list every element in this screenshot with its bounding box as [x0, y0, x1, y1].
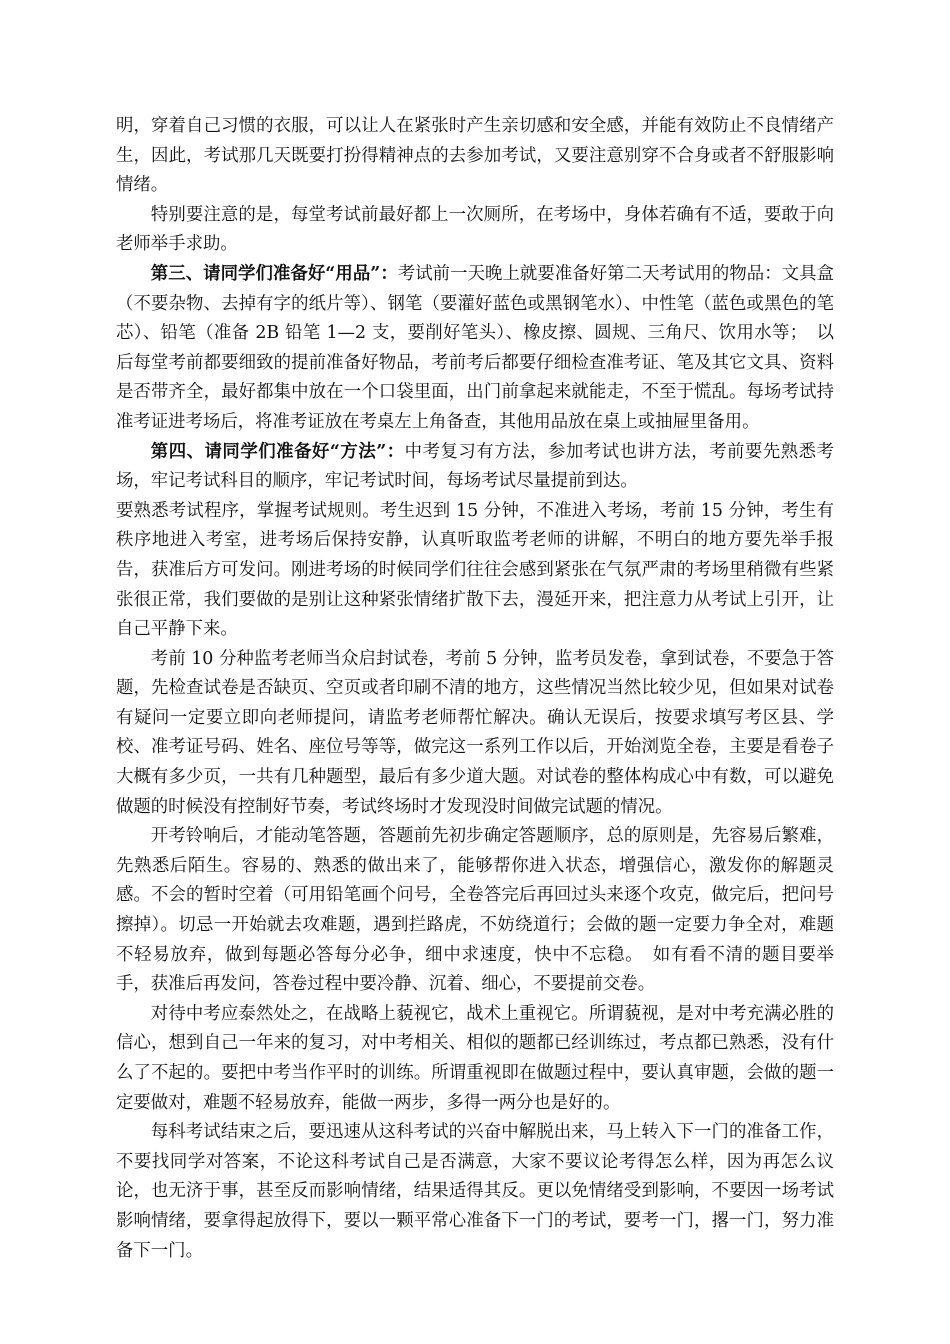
paragraph-text: 中考复习有方法，参加考试也讲方法，考前要先熟悉考场，牢记考试科目的顺序，牢记考试时间，每场考试尽量提前到达。 — [116, 441, 834, 492]
paragraph-text: 每科考试结束之后，要迅速从这科考试的兴奋中解脱出来，马上转入下一门的准备工作，不要找同学对答案，不论这科考试自己是否满意，大家不要议论考得怎么样，因为再怎么议论，也无济于事，甚至反而影响情绪，结果适得其反。更以免情绪受到影响，不要因一场考试影响情绪，要拿得起放得下，要以一颗平常心准备下一门的考试，要考一门，撂一门，努力准备下一门。 — [116, 1122, 834, 1261]
section-heading-methods: 第四、请同学们准备好“方法”： — [150, 441, 405, 462]
paragraph-attitude — [116, 1000, 834, 1118]
paragraph-text: 对待中考应泰然处之，在战略上藐视它，战术上重视它。所谓藐视，是对中考充满必胜的信心，想到自己一年来的复习，对中考相关、相似的题都已经训练过，考点都已熟悉，没有什么了不起的。要把中考当作平时的训练。所谓重视即在做题过程中，要认真审题，会做的题一定要做对，难题不轻易放弃，能做一两步，多得一两分也是好的。 — [116, 1003, 834, 1113]
paragraph-dress-advice — [116, 112, 834, 201]
paragraph-methods — [116, 438, 834, 497]
document-page — [116, 112, 834, 1266]
paragraph-supplies — [116, 260, 834, 438]
paragraph-text: 明，穿着自己习惯的衣服，可以让人在紧张时产生亲切感和安全感，并能有效防止不良情绪产生，因此，考试那几天既要打扮得精神点的去参加考试，又要注意别穿不合身或者不舒服影响情绪。 — [116, 116, 834, 196]
paragraph-text: 考试前一天晚上就要准备好第二天考试用的物品：文具盒（不要杂物、去掉有字的纸片等）、钢笔（要灌好蓝色或黑钢笔水）、中性笔（蓝色或黑色的笔芯）、铅笔（准备 2B 铅笔 1—2 支，要削好笔头）、橡皮擦、圆规、三角尺、饮用水等； 以后每堂考前都要细致的提前准备好物品，考前考后都要仔细检查准考证、笔及其它文具、资料是否带齐全，最好都集中放在一个口袋里面，出门前拿起来就能走，不至于慌乱。每场考试持准考证进考场后，将准考证放在考桌左上角备查，其他用品放在桌上或抽屉里备用。 — [116, 263, 834, 432]
paragraph-exam-rules — [116, 497, 834, 645]
paragraph-text: 要熟悉考试程序，掌握考试规则。考生迟到 15 分钟，不准进入考场，考前 15 分钟，考生有秩序地进入考室，进考场后保持安静，认真听取监考老师的讲解，不明白的地方要先举手报告，获准后方可发问。刚进考场的时候同学们往往会感到紧张在气氛严肃的考场里稍微有些紧张很正常，我们要做的是别让这种紧张情绪扩散下去，漫延开来，把注意力从考试上引开，让自己平静下来。 — [116, 500, 834, 640]
paragraph-after-exam — [116, 1118, 834, 1266]
paragraph-text: 开考铃响后，才能动笔答题，答题前先初步确定答题顺序，总的原则是，先容易后繁难，先熟悉后陌生。容易的、熟悉的做出来了，能够帮你进入状态，增强信心，激发你的解题灵感。不会的暂时空着（可用铅笔画个问号，全卷答完后再回过头来逐个攻克，做完后，把问号擦掉）。切忌一开始就去攻难题，遇到拦路虎，不妨绕道行；会做的题一定要力争全对，难题不轻易放弃，做到每题必答每分必争，细中求速度，快中不忘稳。 如有看不清的题目要举手，获准后再发问，答卷过程中要冷静、沉着、细心，不要提前交卷。 — [116, 826, 834, 995]
section-heading-supplies: 第三、请同学们准备好“用品”： — [150, 263, 398, 284]
paragraph-answer-order — [116, 822, 834, 1000]
paragraph-text: 特别要注意的是，每堂考试前最好都上一次厕所，在考场中，身体若确有不适，要敢于向老师举手求助。 — [116, 204, 834, 255]
paragraph-text: 考前 10 分种监考老师当众启封试卷，考前 5 分钟，监考员发卷，拿到试卷，不要急于答题，先检查试卷是否缺页、空页或者印刷不清的地方，这些情况当然比较少见，但如果对试卷有疑问一定要立即向老师提问，请监考老师帮忙解决。确认无误后，按要求填写考区县、学校、准考证号码、姓名、座位号等等，做完这一系列工作以后，开始浏览全卷，主要是看卷子大概有多少页，一共有几种题型，最后有多少道大题。对试卷的整体构成心中有数，可以避免做题的时候没有控制好节奏，考试终场时才发现没时间做完试题的情况。 — [116, 648, 834, 817]
paragraph-paper-check — [116, 645, 834, 823]
paragraph-restroom-advice — [116, 201, 834, 260]
